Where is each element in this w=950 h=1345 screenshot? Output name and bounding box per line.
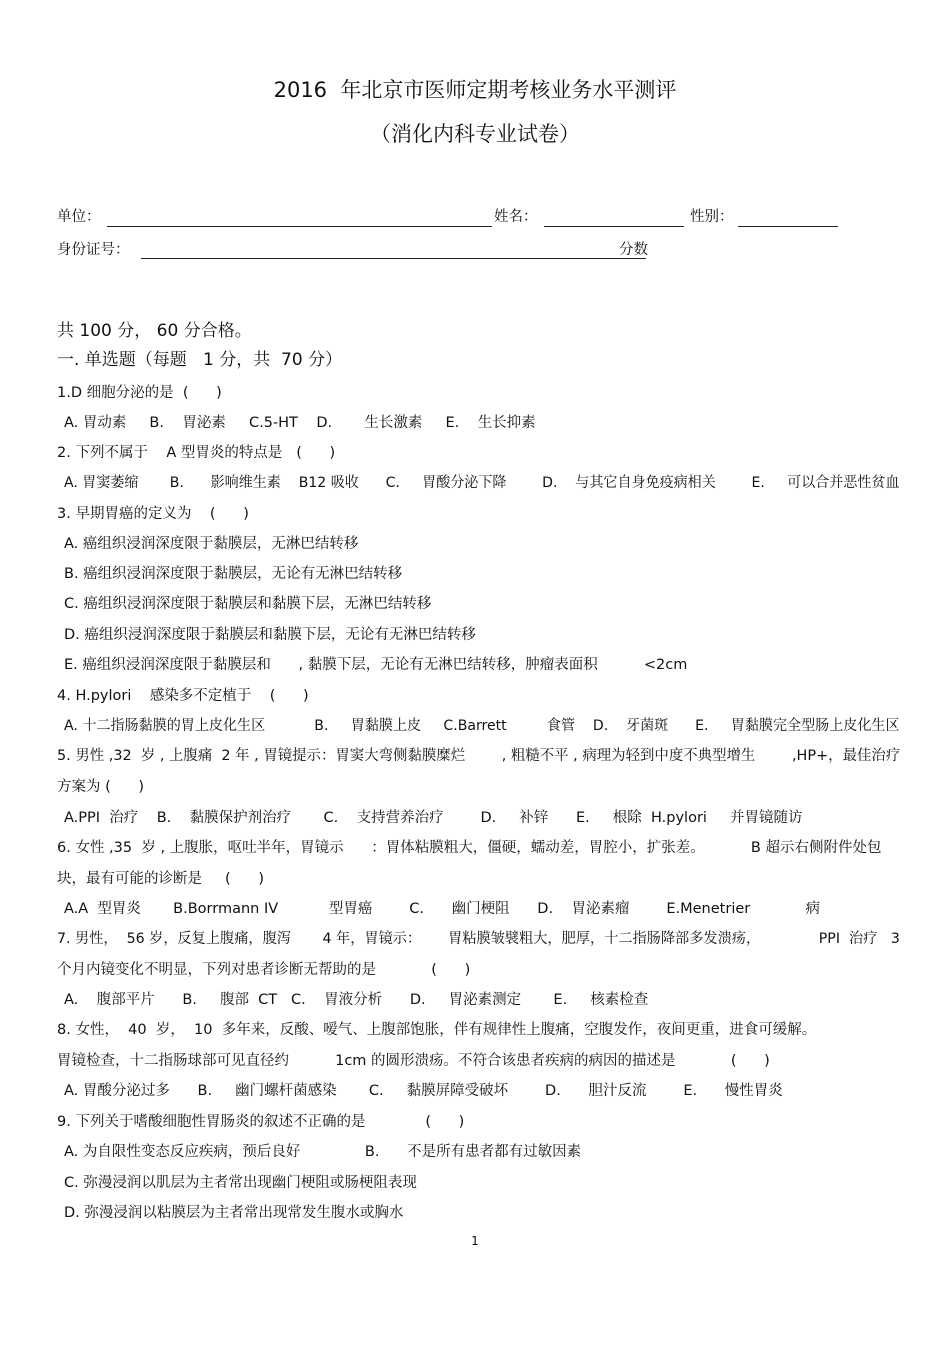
id-field[interactable] (141, 258, 646, 259)
score-label: 分数 (619, 242, 648, 258)
question-line: 胃镜检查，十二指肠球部可见直径约 1cm 的圆形溃疡。不符合该患者疾病的病因的描述是 ( ) (57, 1053, 770, 1069)
option-line: D. 弥漫浸润以粘膜层为主者常出现常发生腹水或胸水 (64, 1205, 404, 1221)
page-title: 2016 年北京市医师定期考核业务水平测评 (273, 78, 677, 102)
question-line: 7. 男性， 56 岁，反复上腹痛，腹泻 4 年，胃镜示： 胃粘膜皱襞粗大，肥厚，十二指肠降部多发溃疡， PPI 治疗 3 (57, 931, 900, 947)
gender-field[interactable] (738, 226, 838, 227)
question-line: 个月内镜变化不明显，下列对患者诊断无帮助的是 ( ) (57, 962, 471, 978)
option-line: C. 癌组织浸润深度限于黏膜层和黏膜下层，无淋巴结转移 (64, 596, 432, 612)
question-line: 3. 早期胃癌的定义为 ( ) (57, 506, 249, 522)
option-line: A. 胃窦萎缩 B. 影响维生素 B12 吸收 C. 胃酸分泌下降 D. 与其它自身免疫病相关 E. 可以合并恶性贫血 (64, 475, 900, 491)
question-line: 2. 下列不属于 A 型胃炎的特点是 ( ) (57, 445, 336, 461)
option-line: E. 癌组织浸润深度限于黏膜层和 , 黏膜下层，无论有无淋巴结转移，肿瘤表面积 <2cm (64, 657, 688, 673)
option-line: A. 胃动素 B. 胃泌素 C.5-HT D. 生长激素 E. 生长抑素 (64, 415, 536, 431)
total-score-note: 共 100 分， 60 分合格。 (57, 321, 252, 341)
option-line: A.PPI 治疗 B. 黏膜保护剂治疗 C. 支持营养治疗 D. 补锌 E. 根除 H.pylori 并胃镜随访 (64, 810, 803, 826)
question-line: 4. H.pylori 感染多不定植于 ( ) (57, 688, 309, 704)
question-line: 块，最有可能的诊断是 ( ) (57, 871, 265, 887)
question-line: 方案为 ( ) (57, 779, 145, 795)
question-line: 6. 女性 ,35 岁 , 上腹胀，呕吐半年，胃镜示 ：胃体粘膜粗大，僵硬，蠕动差，胃腔小，扩张差。 B 超示右侧附件处包 (57, 840, 882, 856)
name-label: 姓名： (494, 209, 538, 225)
question-line: 8. 女性， 40 岁， 10 多年来，反酸、嗳气、上腹部饱胀，伴有规律性上腹痛，空腹发作，夜间更重，进食可缓解。 (57, 1022, 817, 1038)
question-line: 9. 下列关于嗜酸细胞性胃肠炎的叙述不正确的是 ( ) (57, 1114, 465, 1130)
option-line: A. 癌组织浸润深度限于黏膜层，无淋巴结转移 (64, 536, 359, 552)
option-line: A.A 型胃炎 B.Borrmann IV 型胃癌 C. 幽门梗阻 D. 胃泌素瘤 E.Menetrier 病 (64, 901, 821, 917)
question-line: 5. 男性 ,32 岁 , 上腹痛 2 年 , 胃镜提示：胃窦大弯侧黏膜糜烂 , 粗糙不平 , 病理为轻到中度不典型增生 ,HP+，最佳治疗 (57, 748, 901, 764)
question-line: 1.D 细胞分泌的是 ( ) (57, 385, 222, 401)
unit-field[interactable] (107, 226, 492, 227)
option-line: A. 腹部平片 B. 腹部 CT C. 胃液分析 D. 胃泌素测定 E. 核素检查 (64, 992, 649, 1008)
name-field[interactable] (544, 226, 684, 227)
unit-label: 单位： (57, 209, 101, 225)
section-heading: 一. 单选题（每题 1 分，共 70 分） (57, 350, 343, 370)
option-line: C. 弥漫浸润以肌层为主者常出现幽门梗阻或肠梗阻表现 (64, 1175, 417, 1191)
option-line: B. 癌组织浸润深度限于黏膜层，无论有无淋巴结转移 (64, 566, 403, 582)
option-line: D. 癌组织浸润深度限于黏膜层和黏膜下层，无论有无淋巴结转移 (64, 627, 476, 643)
option-line: A. 胃酸分泌过多 B. 幽门螺杆菌感染 C. 黏膜屏障受破坏 D. 胆汁反流 E. 慢性胃炎 (64, 1083, 783, 1099)
page-subtitle: （消化内科专业试卷） (370, 122, 580, 146)
option-line: A. 为自限性变态反应疾病，预后良好 B. 不是所有患者都有过敏因素 (64, 1144, 582, 1160)
id-label: 身份证号： (57, 242, 130, 258)
option-line: A. 十二指肠黏膜的胃上皮化生区 B. 胃黏膜上皮 C.Barrett 食管 D. 牙菌斑 E. 胃黏膜完全型肠上皮化生区 (64, 718, 900, 734)
page-number: 1 (471, 1234, 479, 1248)
gender-label: 性别： (690, 209, 734, 225)
